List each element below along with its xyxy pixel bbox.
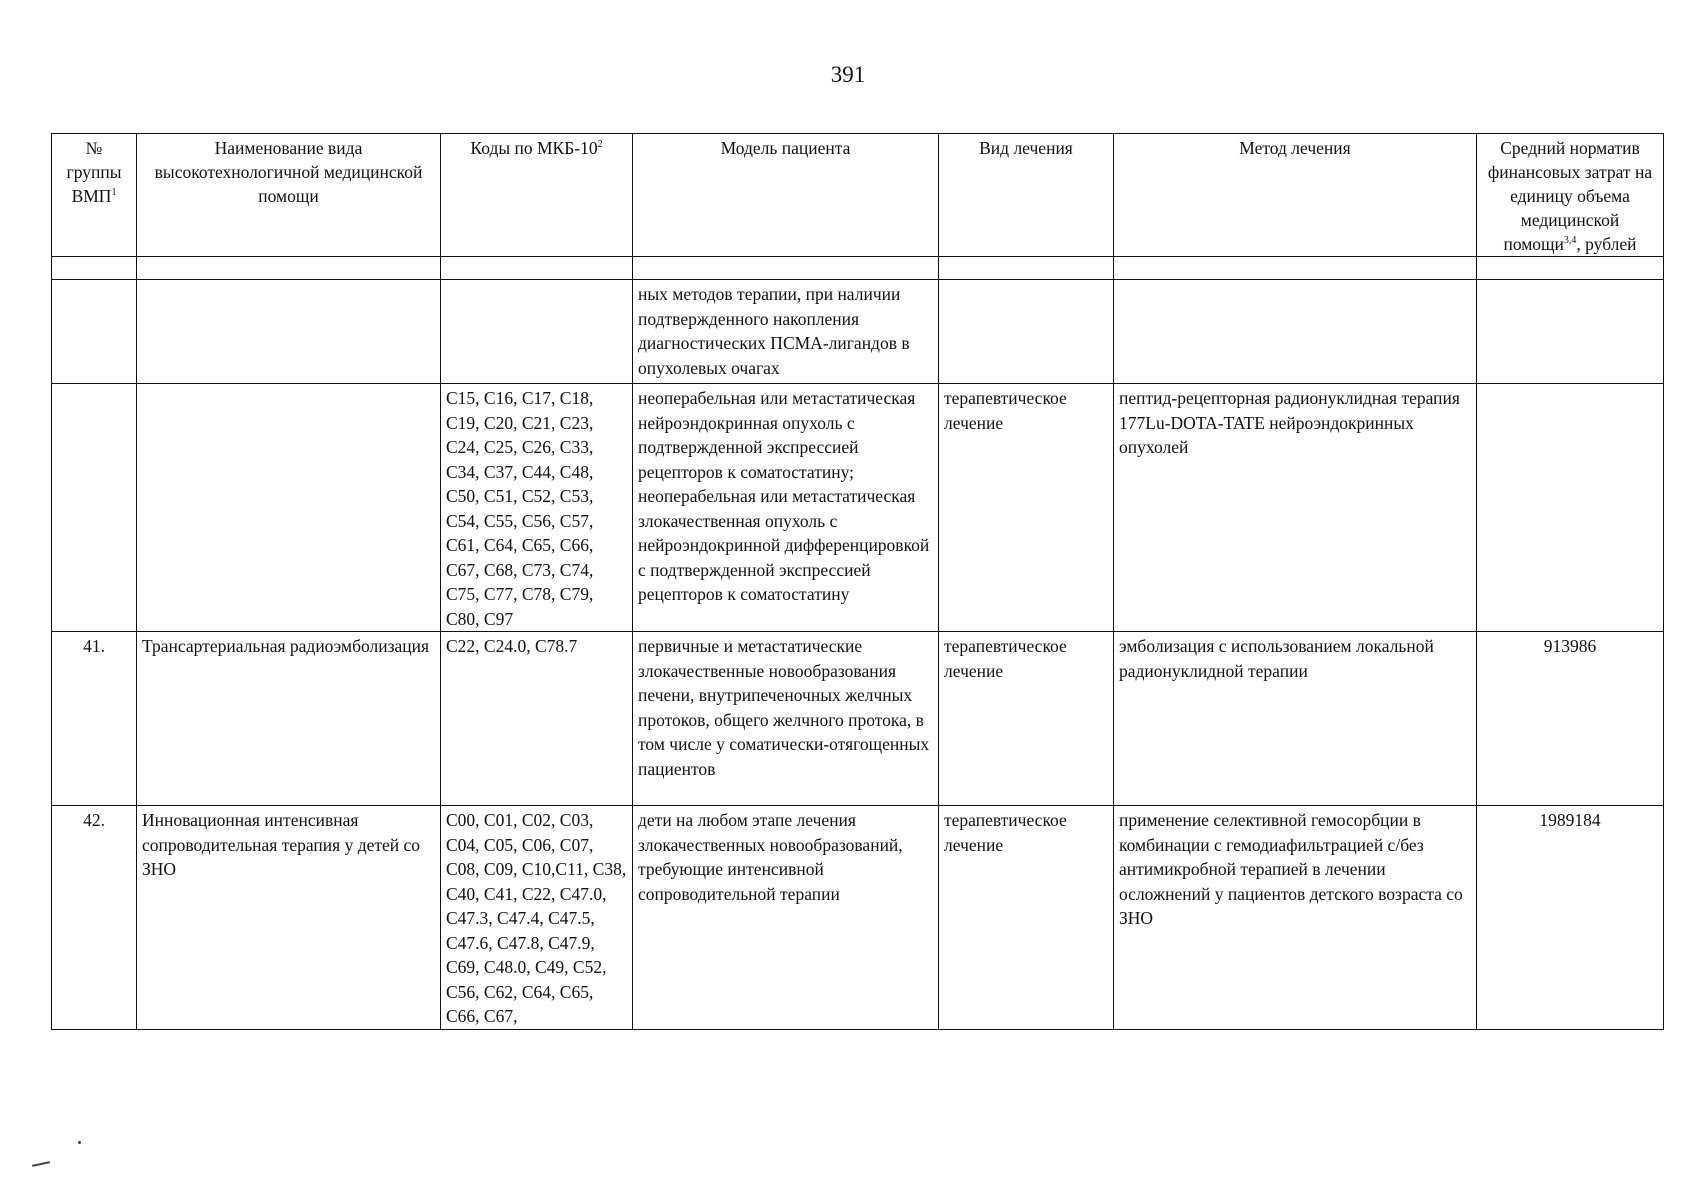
header-icd-codes: Коды по МКБ-$10^2$ — [441, 134, 633, 257]
cell-treatment-type: терапевтическое лечение — [939, 384, 1114, 632]
table-header-continuation-row — [52, 257, 1664, 280]
table-row — [52, 384, 1664, 632]
page-number: 391 — [830, 62, 866, 87]
cell-treatment-type: терапевтическое лечение — [939, 806, 1114, 1030]
cell-care-type-name: Инновационная интенсивная сопроводительная терапия у детей со ЗНО — [137, 806, 441, 1030]
cell-patient-model: неоперабельная или метастатическая нейроэндокринная опухоль с подтвержденной экспрессией рецепторов к соматостатину; неоперабельная или метастатическая злокачественная опухоль с нейроэндокринной дифференцировкой с подтвержденной экспрессией рецепторов к соматостатину — [633, 384, 939, 632]
cell-group-number: 42. — [52, 806, 137, 1030]
table-row — [52, 280, 1664, 384]
cell-treatment-method: эмболизация с использованием локальной радионуклидной терапии — [1114, 632, 1477, 806]
cell-average-cost — [1477, 384, 1664, 632]
cell-icd-codes: C00, C01, C02, C03, C04, C05, C06, C07, C08, C09, C10,C11, C38, C40, C41, C22, C47.0, C47.3, C47.4, C47.5, C47.6, C47.8, C47.9, C69, C48.0, C49, C52, C56, C62, C64, C65, C66, C67, — [441, 806, 633, 1030]
cell-care-type-name — [137, 280, 441, 384]
cell-treatment-method: применение селективной гемосорбции в комбинации с гемодиафильтрацией с/без антимикробной терапией в лечении осложнений у пациентов детского возраста со ЗНО — [1114, 806, 1477, 1030]
cell-group-number — [52, 384, 137, 632]
header-care-type-name: Наименование вида высокотехнологичной медицинской помощи — [137, 134, 441, 257]
cell-treatment-method — [1114, 280, 1477, 384]
cell-treatment-type — [939, 280, 1114, 384]
cell-care-type-name — [137, 384, 441, 632]
cell-icd-codes — [441, 280, 633, 384]
cell-average-cost: 913986 — [1477, 632, 1664, 806]
cell-icd-codes: C22, C24.0, C78.7 — [441, 632, 633, 806]
table-header-row — [52, 134, 1664, 257]
header-group-number: № группы ВМП$^1$ — [52, 134, 137, 257]
scan-speck — [78, 1141, 81, 1144]
table-row — [52, 806, 1664, 1030]
cell-care-type-name: Трансартериальная радиоэмболизация — [137, 632, 441, 806]
cell-patient-model: первичные и метастатические злокачественные новообразования печени, внутрипеченочных желчных протоков, общего желчного протока, в том числе у соматически-отягощенных пациентов — [633, 632, 939, 806]
cell-average-cost — [1477, 280, 1664, 384]
cell-average-cost: 1989184 — [1477, 806, 1664, 1030]
cell-group-number: 41. — [52, 632, 137, 806]
cell-group-number — [52, 280, 137, 384]
header-treatment-type: Вид лечения — [939, 134, 1114, 257]
header-patient-model: Модель пациента — [633, 134, 939, 257]
cell-patient-model: ных методов терапии, при наличии подтвержденного накопления диагностических ПСМА-лигандов в опухолевых очагах — [633, 280, 939, 384]
header-treatment-method: Метод лечения — [1114, 134, 1477, 257]
vmp-table — [51, 133, 1664, 1030]
scan-mark — [32, 1161, 50, 1167]
cell-treatment-method: пептид-рецепторная радионуклидная терапия 177Lu-DOTA-TATE нейроэндокринных опухолей — [1114, 384, 1477, 632]
cell-icd-codes: C15, C16, C17, C18, C19, C20, C21, C23, C24, C25, C26, C33, C34, C37, C44, C48, C50, C51, C52, C53, C54, C55, C56, C57, C61, C64, C65, C66, C67, C68, C73, C74, C75, C77, C78, C79, C80, C97 — [441, 384, 633, 632]
cell-patient-model: дети на любом этапе лечения злокачественных новообразований, требующие интенсивной сопроводительной терапии — [633, 806, 939, 1030]
cell-treatment-type: терапевтическое лечение — [939, 632, 1114, 806]
table-row — [52, 632, 1664, 806]
header-average-cost: Средний норматив финансовых затрат на единицу объема медицинской помощи$^{3,4}$, рублей — [1477, 134, 1664, 257]
